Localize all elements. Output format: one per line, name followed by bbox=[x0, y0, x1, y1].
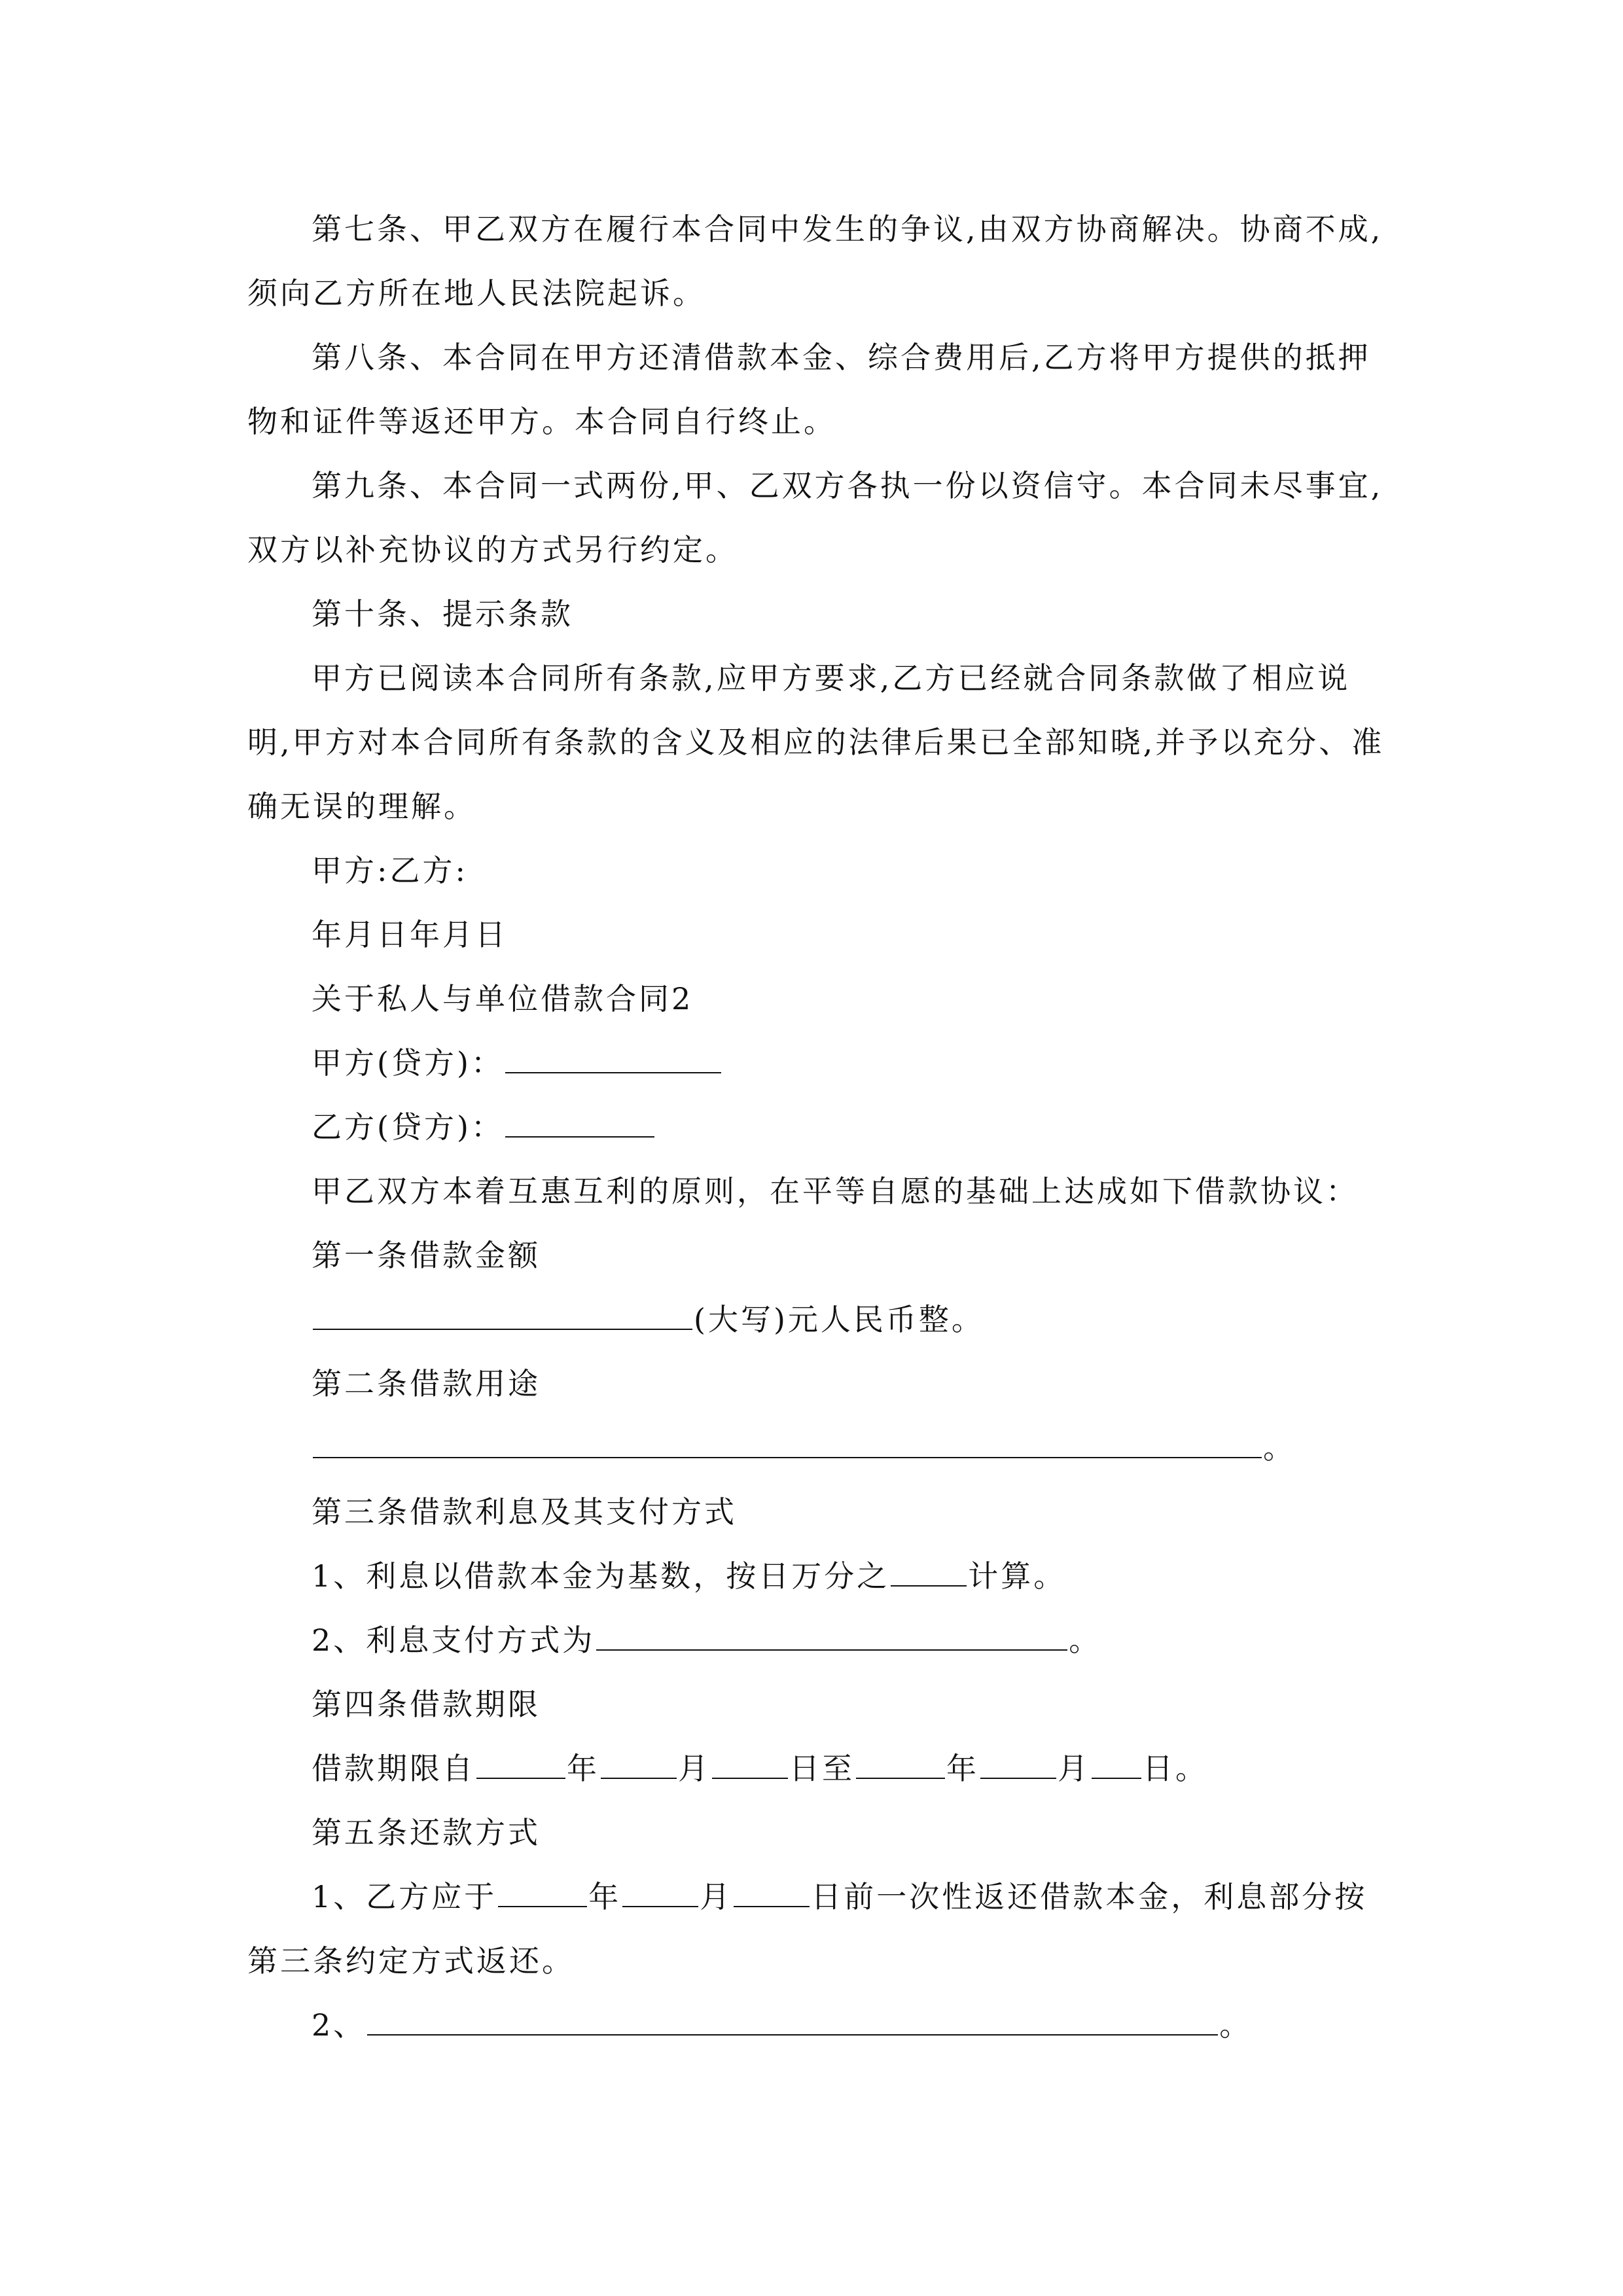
article7-line2: 须向乙方所在地人民法院起诉。 bbox=[247, 276, 705, 311]
article3-item1-suffix: 计算。 bbox=[968, 1558, 1067, 1594]
amount-suffix: (大写)元人民币整。 bbox=[694, 1302, 984, 1337]
period-from-label: 借款期限自 bbox=[312, 1751, 475, 1786]
article7-line1: 第七条、甲乙双方在履行本合同中发生的争议,由双方协商解决。协商不成, bbox=[312, 211, 1383, 247]
start-month-blank[interactable] bbox=[601, 1751, 677, 1779]
article5-item1-suffix: 日前一次性返还借款本金，利息部分按 bbox=[811, 1879, 1368, 1914]
article5-item1-prefix: 1、乙方应于 bbox=[312, 1879, 497, 1914]
article3-item1-prefix: 1、利息以借款本金为基数，按日万分之 bbox=[312, 1558, 890, 1594]
article5-title: 第五条还款方式 bbox=[312, 1815, 541, 1850]
article10-line2: 明,甲方对本合同所有条款的含义及相应的法律后果已全部知晓,并予以充分、准 bbox=[247, 725, 1385, 760]
article10-line3: 确无误的理解。 bbox=[247, 789, 476, 824]
repay-other-blank[interactable] bbox=[367, 2008, 1218, 2036]
article1-amount-line bbox=[312, 1300, 984, 1339]
article9-line2: 双方以补充协议的方式另行约定。 bbox=[247, 532, 738, 567]
article3-title: 第三条借款利息及其支付方式 bbox=[312, 1494, 737, 1530]
signature-parties: 甲方:乙方: bbox=[312, 853, 468, 888]
party-a-blank[interactable] bbox=[505, 1046, 721, 1073]
preamble: 甲乙双方本着互惠互利的原则，在平等自愿的基础上达成如下借款协议： bbox=[312, 1174, 1359, 1209]
signature-dates: 年月日年月日 bbox=[312, 917, 508, 952]
article5-item2-prefix: 2、 bbox=[312, 2007, 366, 2043]
start-month-label: 月 bbox=[678, 1751, 711, 1786]
article2-title: 第二条借款用途 bbox=[312, 1366, 541, 1401]
repay-day-blank[interactable] bbox=[734, 1880, 810, 1907]
start-year-blank[interactable] bbox=[476, 1751, 565, 1779]
start-day-blank[interactable] bbox=[712, 1751, 788, 1779]
article2-purpose-line bbox=[312, 1428, 1296, 1467]
article8-line2: 物和证件等返还甲方。本合同自行终止。 bbox=[247, 404, 836, 439]
article9-line1: 第九条、本合同一式两份,甲、乙双方各执一份以资信守。本合同未尽事宜, bbox=[312, 468, 1383, 503]
party-a-line bbox=[312, 1043, 722, 1083]
repay-year-label: 年 bbox=[588, 1879, 622, 1914]
article1-title: 第一条借款金额 bbox=[312, 1238, 541, 1273]
article5-item2-period: 。 bbox=[1219, 2007, 1253, 2043]
article4-period-line bbox=[312, 1749, 1208, 1788]
party-b-label: 乙方(贷方)： bbox=[312, 1109, 504, 1145]
article10-line1: 甲方已阅读本合同所有条款,应甲方要求,乙方已经就合同条款做了相应说 bbox=[312, 660, 1351, 696]
article3-item2-period: 。 bbox=[1069, 1623, 1102, 1658]
article3-item1 bbox=[312, 1556, 1066, 1596]
interest-rate-blank[interactable] bbox=[891, 1559, 967, 1587]
contract2-title: 关于私人与单位借款合同2 bbox=[312, 981, 694, 1016]
article3-item2 bbox=[312, 1621, 1101, 1660]
end-day-label: 日。 bbox=[1143, 1751, 1208, 1786]
repay-month-blank[interactable] bbox=[622, 1880, 698, 1907]
party-a-label: 甲方(贷方)： bbox=[312, 1045, 504, 1081]
party-b-line bbox=[312, 1107, 656, 1147]
repay-month-label: 月 bbox=[700, 1879, 733, 1914]
article5-item1 bbox=[312, 1877, 1367, 1916]
end-day-blank[interactable] bbox=[1092, 1751, 1141, 1779]
end-month-label: 月 bbox=[1058, 1751, 1090, 1786]
purpose-blank[interactable] bbox=[313, 1431, 1262, 1458]
payment-method-blank[interactable] bbox=[596, 1623, 1067, 1651]
end-year-blank[interactable] bbox=[856, 1751, 945, 1779]
article3-item2-prefix: 2、利息支付方式为 bbox=[312, 1623, 596, 1658]
start-year-label: 年 bbox=[567, 1751, 599, 1786]
article10-title: 第十条、提示条款 bbox=[312, 596, 573, 632]
end-year-label: 年 bbox=[946, 1751, 979, 1786]
start-day-to-label: 日至 bbox=[789, 1751, 855, 1786]
repay-year-blank[interactable] bbox=[498, 1880, 587, 1907]
amount-blank[interactable] bbox=[313, 1302, 692, 1330]
purpose-period: 。 bbox=[1263, 1430, 1296, 1465]
article8-line1: 第八条、本合同在甲方还清借款本金、综合费用后,乙方将甲方提供的抵押 bbox=[312, 340, 1371, 375]
article5-item2 bbox=[312, 2005, 1252, 2045]
article5-item1-cont: 第三条约定方式返还。 bbox=[247, 1943, 575, 1979]
article4-title: 第四条借款期限 bbox=[312, 1687, 541, 1722]
party-b-blank[interactable] bbox=[505, 1110, 654, 1138]
end-month-blank[interactable] bbox=[980, 1751, 1056, 1779]
